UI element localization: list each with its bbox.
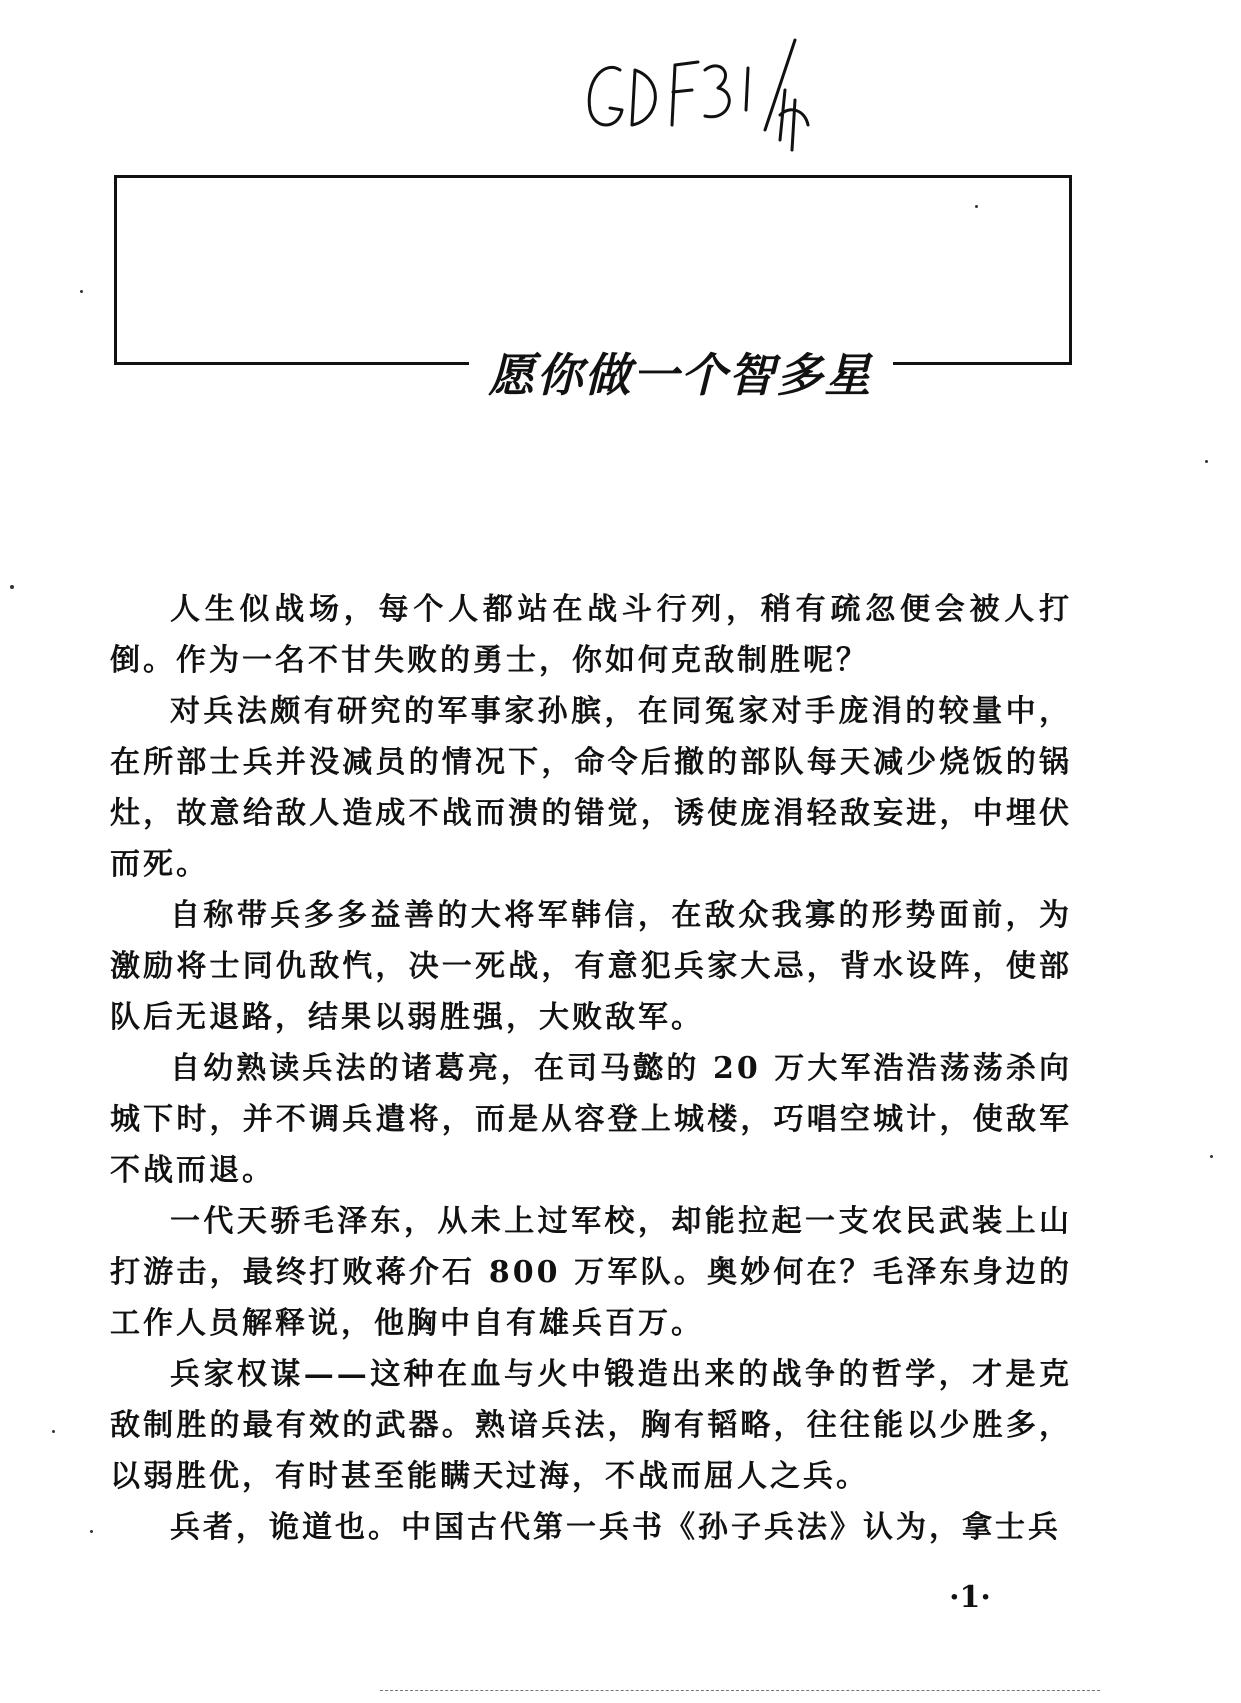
handwritten-annotation (580, 30, 840, 160)
paragraph: 对兵法颇有研究的军事家孙膑，在同冤家对手庞涓的较量中，在所部士兵并没减员的情况下，命令后撤的部队每天减少烧饭的锅灶，故意给敌人造成不战而溃的错觉，诱使庞涓轻敌妄进，中埋伏而死。 (110, 694, 1072, 882)
scan-speck (1210, 1155, 1213, 1158)
scan-speck (975, 205, 978, 208)
scan-speck (1205, 460, 1208, 463)
title-frame-rule-right (893, 362, 1072, 365)
page-number: ·1· (949, 1580, 991, 1615)
scan-speck (10, 585, 14, 589)
paragraph: 自称带兵多多益善的大将军韩信，在敌众我寡的形势面前，为激励将士同仇敌忾，决一死战，有意犯兵家大忌，背水设阵，使部队后无退路，结果以弱胜强，大败敌军。 (110, 898, 1072, 1035)
paragraph: 兵家权谋——这种在血与火中锻造出来的战争的哲学，才是克敌制胜的最有效的武器。熟谙兵法，胸有韬略，往往能以少胜多，以弱胜优，有时甚至能瞒天过海，不战而屈人之兵。 (110, 1357, 1072, 1494)
scan-speck (90, 1530, 93, 1533)
paragraph: 人生似战场，每个人都站在战斗行列，稍有疏忽便会被人打倒。作为一名不甘失败的勇士，你如何克敌制胜呢？ (110, 592, 1072, 678)
paragraph: 一代天骄毛泽东，从未上过军校，却能拉起一支农民武装上山打游击，最终打败蒋介石 800 万军队。奥妙何在？毛泽东身边的工作人员解释说，他胸中自有雄兵百万。 (110, 1204, 1072, 1341)
paragraph: 自幼熟读兵法的诸葛亮，在司马懿的 20 万大军浩浩荡荡杀向城下时，并不调兵遣将，而是从容登上城楼，巧唱空城计，使敌军不战而退。 (110, 1051, 1072, 1188)
paragraph: 兵者，诡道也。中国古代第一兵书《孙子兵法》认为，拿士兵 (170, 1510, 1061, 1545)
scan-speck (80, 290, 83, 293)
chapter-title: 愿你做一个智多星 (488, 348, 873, 402)
scan-speck (52, 1430, 55, 1433)
body-text (110, 584, 1072, 1553)
title-frame-rule-left (114, 362, 469, 365)
scan-edge-rule (380, 1690, 1100, 1692)
title-frame (114, 175, 1072, 365)
